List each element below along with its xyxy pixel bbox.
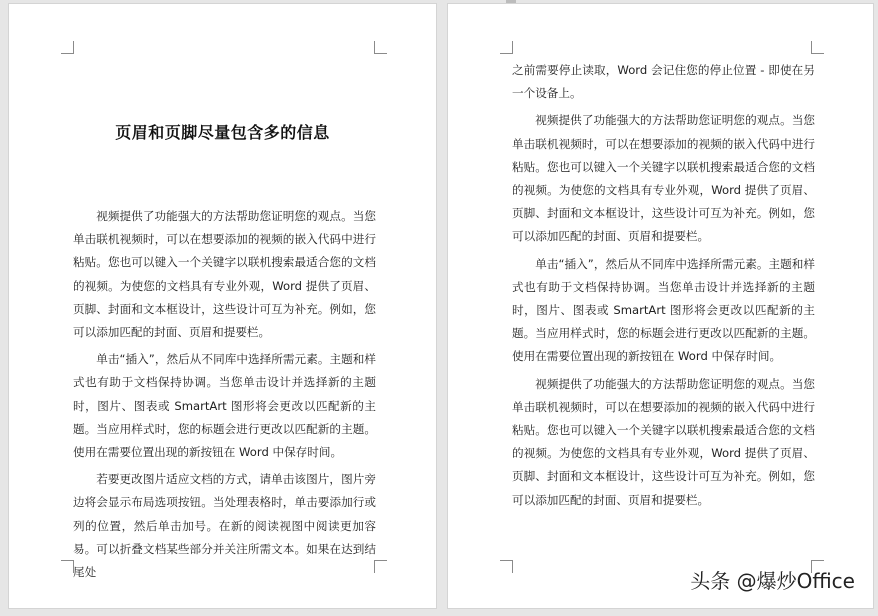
document-page-1[interactable]	[8, 3, 437, 609]
crop-mark-top-right-icon	[811, 41, 824, 54]
paragraph[interactable]: 单击“插入”，然后从不同库中选择所需元素。主题和样式也有助于文档保持协调。当您单击设计并选择新的主题时，图片、图表或 SmartArt 图形将会更改以匹配新的主题。当应用样式时，您的标题会进行更改以匹配新的主题。使用在需要位置出现的新按钮在 Word 中保存时间。	[512, 256, 815, 364]
page-2-body[interactable]	[512, 59, 815, 516]
paragraph[interactable]: 视频提供了功能强大的方法帮助您证明您的观点。当您单击联机视频时，可以在想要添加的视频的嵌入代码中进行粘贴。您也可以键入一个关键字以联机搜索最适合您的文档的视频。为使您的文档具有专业外观，Word 提供了页眉、页脚、封面和文本框设计，这些设计可互为补充。例如，您可以添加匹配的封面、页眉和提要栏。	[73, 209, 376, 340]
document-heading[interactable]: 页眉和页脚尽量包含多的信息	[115, 123, 330, 142]
paragraph[interactable]: 单击“插入”，然后从不同库中选择所需元素。主题和样式也有助于文档保持协调。当您单击设计并选择新的主题时，图片、图表或 SmartArt 图形将会更改以匹配新的主题。当应用样式时，您的标题会进行更改以匹配新的主题。使用在需要位置出现的新按钮在 Word 中保存时间。	[73, 352, 376, 460]
continued-paragraph[interactable]: 之前需要停止读取，Word 会记住您的停止位置 - 即使在另一个设备上。	[512, 63, 815, 101]
page-1-body[interactable]	[73, 205, 376, 588]
crop-mark-top-left-icon	[500, 41, 513, 54]
crop-mark-bottom-left-icon	[500, 560, 513, 573]
crop-mark-top-right-icon	[374, 41, 387, 54]
crop-mark-top-left-icon	[61, 41, 74, 54]
paragraph[interactable]: 视频提供了功能强大的方法帮助您证明您的观点。当您单击联机视频时，可以在想要添加的视频的嵌入代码中进行粘贴。您也可以键入一个关键字以联机搜索最适合您的文档的视频。为使您的文档具有专业外观，Word 提供了页眉、页脚、封面和文本框设计，这些设计可互为补充。例如，您可以添加匹配的封面、页眉和提要栏。	[512, 113, 815, 244]
paragraph[interactable]: 视频提供了功能强大的方法帮助您证明您的观点。当您单击联机视频时，可以在想要添加的视频的嵌入代码中进行粘贴。您也可以键入一个关键字以联机搜索最适合您的文档的视频。为使您的文档具有专业外观，Word 提供了页眉、页脚、封面和文本框设计，这些设计可互为补充。例如，您可以添加匹配的封面、页眉和提要栏。	[512, 376, 815, 507]
document-page-2[interactable]	[447, 3, 874, 609]
paragraph[interactable]: 若要更改图片适应文档的方式，请单击该图片，图片旁边将会显示布局选项按钮。当处理表格时，单击要添加行或列的位置，然后单击加号。在新的阅读视图中阅读更加容易。可以折叠文档某些部分并关注所需文本。如果在达到结尾处	[73, 472, 376, 580]
watermark-text: 头条 @爆炒Office	[690, 569, 855, 593]
